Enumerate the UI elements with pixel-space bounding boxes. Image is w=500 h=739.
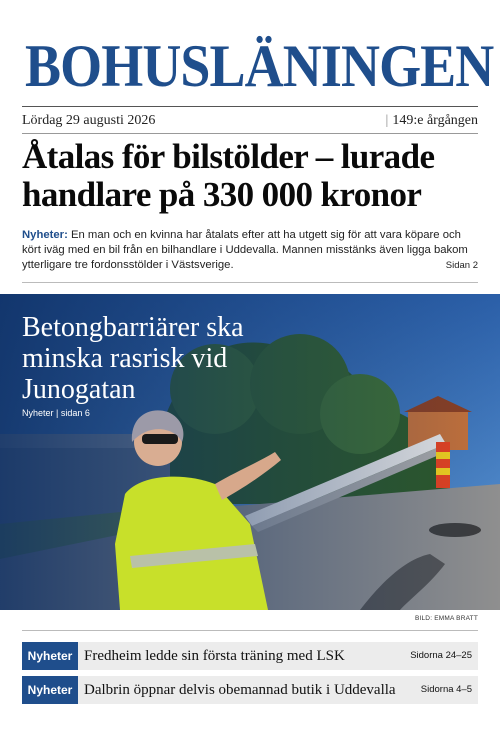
- teaser-item[interactable]: [22, 676, 478, 704]
- masthead: [0, 30, 500, 102]
- photo-credit: BILD: EMMA BRATT: [414, 615, 478, 622]
- teaser-title: Fredheim ledde sin första träning med LSK: [84, 648, 345, 664]
- photo-page-ref: [22, 408, 90, 418]
- section-divider: [22, 282, 478, 283]
- teaser-divider: [22, 630, 478, 631]
- newspaper-title: BOHUSLÄNINGEN: [25, 33, 494, 99]
- issue-date: Lördag 29 augusti 2026: [22, 113, 156, 128]
- lead-page-ref: Sidan 2: [445, 260, 478, 271]
- teaser-pages: Sidorna 4–5: [420, 684, 472, 695]
- edition-number: [386, 108, 478, 134]
- lead-summary: [22, 228, 478, 273]
- lead-kicker: Nyheter:: [22, 229, 68, 241]
- teaser-tag: Nyheter: [22, 676, 78, 704]
- sunglasses: [142, 434, 178, 444]
- lead-text: En man och en kvinna har åtalats efter att ha utgett sig för att vara köpare och kört iväg med en bil från en bilhandlare i Uddevalla. Mannen misstänks även ligga bakom ytterligare tre fordonsstölder i Västsverige.: [22, 229, 468, 271]
- photo-headline[interactable]: Betongbarriärer ska minska rasrisk vid Junogatan: [22, 312, 244, 405]
- edition-text: 149:e årgången: [392, 113, 478, 128]
- photo-page: sidan 6: [60, 408, 90, 418]
- teaser-tag: Nyheter: [22, 642, 78, 670]
- edition-separator: |: [385, 113, 389, 128]
- photo-ref-separator: |: [56, 408, 59, 418]
- teaser-pages: Sidorna 24–25: [410, 650, 472, 661]
- lead-headline[interactable]: Åtalas för bilstölder – lurade handlare på 330 000 kronor: [22, 137, 435, 214]
- teaser-title: Dalbrin öppnar delvis obemannad butik i Uddevalla: [84, 682, 396, 698]
- dateline: [22, 106, 478, 134]
- photo-section: Nyheter: [22, 408, 54, 418]
- teaser-item[interactable]: [22, 642, 478, 670]
